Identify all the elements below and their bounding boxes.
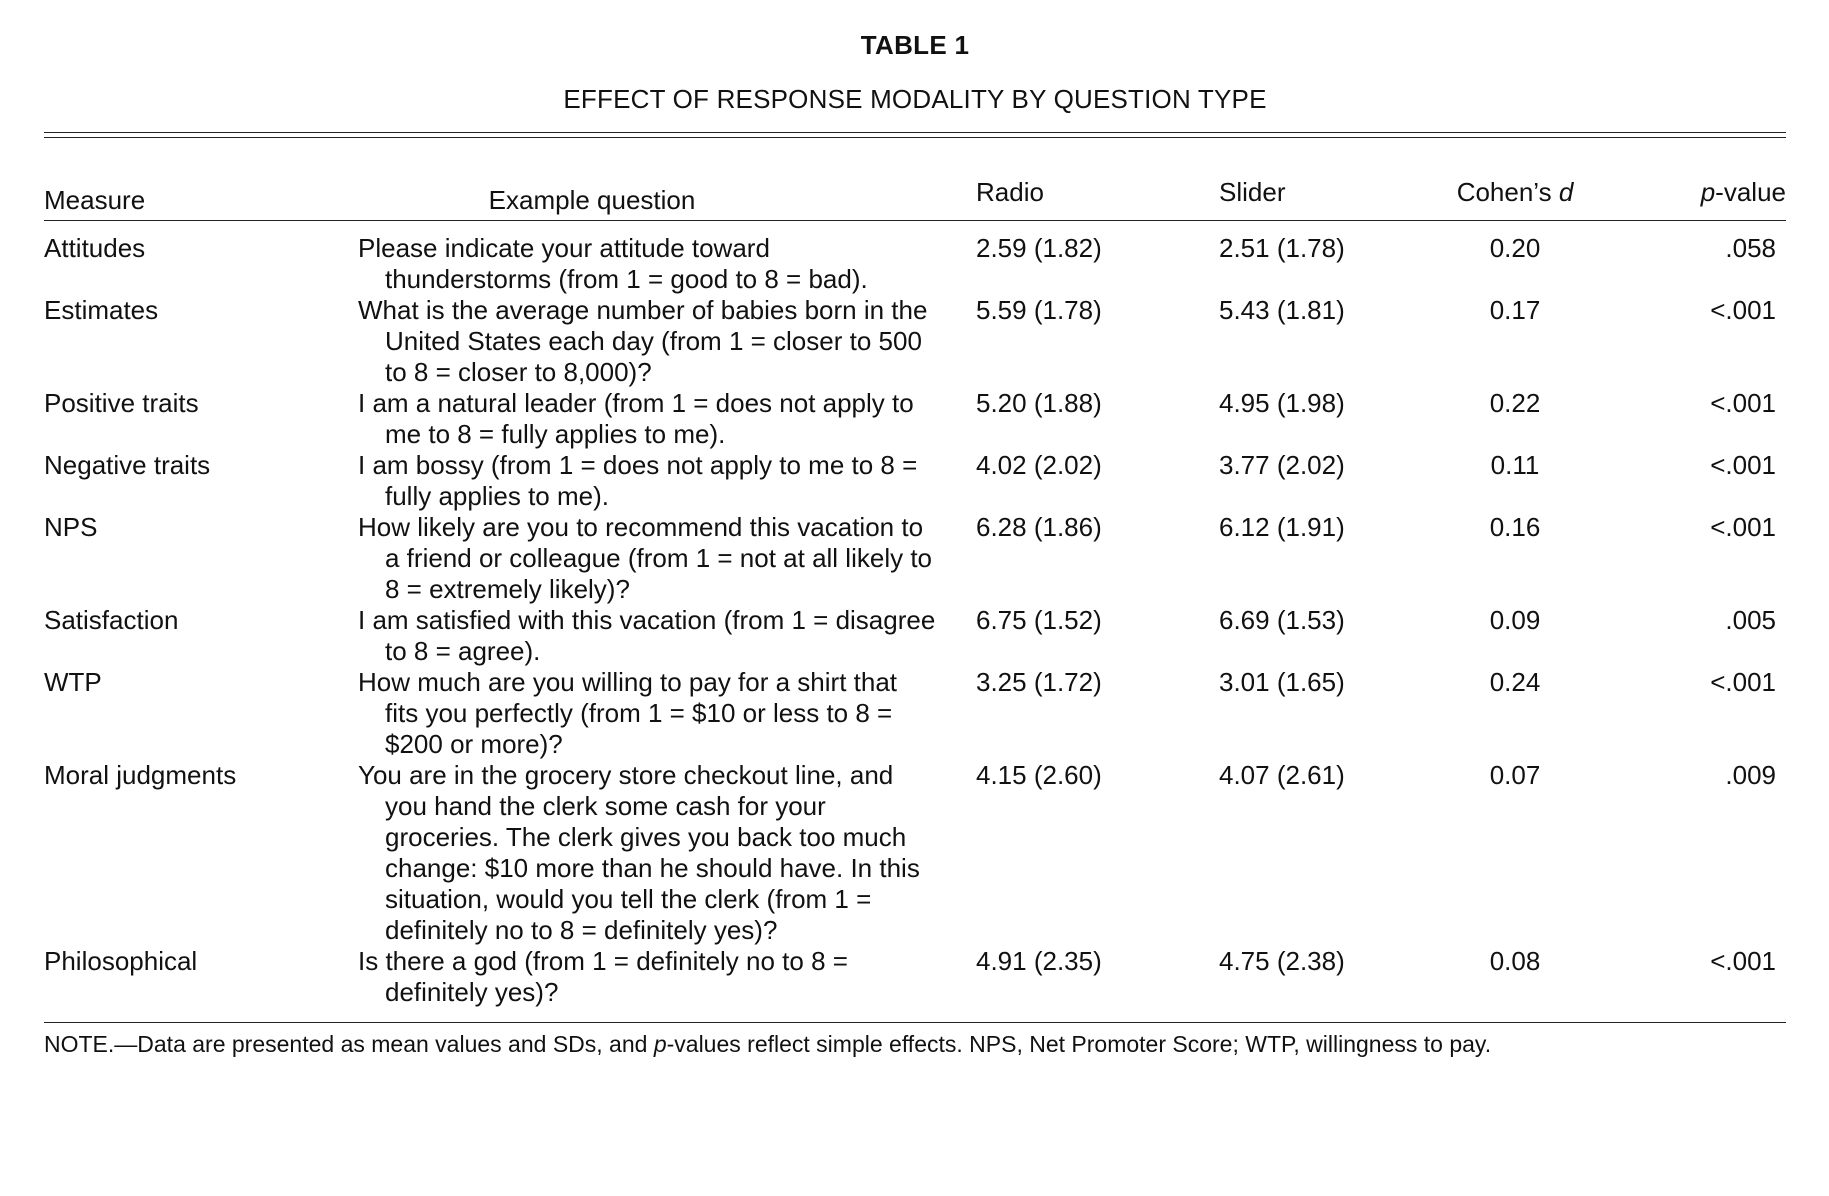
table-note bbox=[44, 1029, 1786, 1059]
slider-cell: 2.51 (1.78) bbox=[1219, 233, 1345, 263]
header-radio: Radio bbox=[976, 138, 1219, 221]
example-question-cell bbox=[358, 760, 976, 946]
p-value-cell: <.001 bbox=[1710, 388, 1776, 418]
slider-cell: 4.95 (1.98) bbox=[1219, 388, 1345, 418]
note-prefix: NOTE.—Data are presented as mean values and SDs, and bbox=[44, 1031, 654, 1057]
cohens-d-cell: 0.09 bbox=[1489, 605, 1541, 635]
p-value-cell: .058 bbox=[1725, 233, 1776, 263]
cohens-d-cell: 0.20 bbox=[1489, 233, 1541, 263]
radio-cell: 2.59 (1.82) bbox=[976, 233, 1102, 263]
slider-cell: 5.43 (1.81) bbox=[1219, 295, 1345, 325]
table-row bbox=[44, 605, 1786, 667]
cohens-d-cell: 0.24 bbox=[1489, 667, 1541, 697]
header-p-value bbox=[1585, 138, 1786, 221]
header-measure: Measure bbox=[44, 138, 358, 221]
slider-cell: 4.07 (2.61) bbox=[1219, 760, 1345, 790]
example-question-text: How likely are you to recommend this vacation to a friend or colleague (from 1 = not at all likely to 8 = extremely likely)? bbox=[358, 512, 933, 604]
table-row bbox=[44, 295, 1786, 388]
table-row bbox=[44, 667, 1786, 760]
example-question-text: Is there a god (from 1 = definitely no to 8 = definitely yes)? bbox=[358, 946, 848, 1007]
measure-cell: Negative traits bbox=[44, 450, 211, 480]
radio-cell: 4.02 (2.02) bbox=[976, 450, 1102, 480]
slider-cell: 4.75 (2.38) bbox=[1219, 946, 1345, 976]
slider-cell: 6.12 (1.91) bbox=[1219, 512, 1345, 542]
table-title: EFFECT OF RESPONSE MODALITY BY QUESTION TYPE bbox=[563, 84, 1267, 114]
note-suffix: -values reflect simple effects. NPS, Net Promoter Score; WTP, willingness to pay. bbox=[666, 1031, 1492, 1057]
header-row bbox=[44, 138, 1786, 221]
table-row bbox=[44, 512, 1786, 605]
radio-cell: 6.28 (1.86) bbox=[976, 512, 1102, 542]
example-question-text: I am bossy (from 1 = does not apply to me to 8 = fully applies to me). bbox=[358, 450, 918, 511]
cohens-d-cell: 0.16 bbox=[1489, 512, 1541, 542]
table-label: TABLE 1 bbox=[860, 30, 970, 60]
slider-cell: 6.69 (1.53) bbox=[1219, 605, 1345, 635]
measure-cell: Positive traits bbox=[44, 388, 199, 418]
measure-cell: Moral judgments bbox=[44, 760, 237, 790]
cohens-d-cell: 0.11 bbox=[1490, 450, 1540, 480]
results-table bbox=[44, 138, 1786, 1022]
example-question-cell bbox=[358, 295, 976, 388]
cohens-d-cell: 0.07 bbox=[1489, 760, 1541, 790]
example-question-cell bbox=[358, 512, 976, 605]
header-cohens-d-text: Cohen’s bbox=[1456, 177, 1559, 207]
bottom-rule bbox=[44, 1022, 1786, 1023]
measure-cell: WTP bbox=[44, 667, 102, 697]
table-row bbox=[44, 388, 1786, 450]
table-row bbox=[44, 760, 1786, 946]
example-question-cell bbox=[358, 605, 976, 667]
measure-cell: Estimates bbox=[44, 295, 159, 325]
p-value-cell: <.001 bbox=[1710, 450, 1776, 480]
example-question-text: What is the average number of babies born in the United States each day (from 1 = closer to 500 to 8 = closer to 8,000)? bbox=[358, 295, 928, 387]
table-row bbox=[44, 221, 1786, 296]
example-question-cell bbox=[358, 667, 976, 760]
header-p-italic: p bbox=[1700, 177, 1716, 207]
p-value-cell: .005 bbox=[1725, 605, 1776, 635]
example-question-text: How much are you willing to pay for a shirt that fits you perfectly (from 1 = $10 or less to 8 = $200 or more)? bbox=[358, 667, 898, 759]
cohens-d-cell: 0.08 bbox=[1489, 946, 1541, 976]
p-value-cell: <.001 bbox=[1710, 667, 1776, 697]
example-question-cell bbox=[358, 946, 976, 1022]
header-example-question: Example question bbox=[358, 138, 976, 221]
radio-cell: 6.75 (1.52) bbox=[976, 605, 1102, 635]
measure-cell: NPS bbox=[44, 512, 98, 542]
table-row bbox=[44, 450, 1786, 512]
measure-cell: Attitudes bbox=[44, 233, 146, 263]
slider-cell: 3.01 (1.65) bbox=[1219, 667, 1345, 697]
table-body bbox=[44, 221, 1786, 1023]
table-row bbox=[44, 946, 1786, 1022]
example-question-cell bbox=[358, 388, 976, 450]
header-cohens-d-italic: d bbox=[1558, 177, 1574, 207]
p-value-cell: <.001 bbox=[1710, 512, 1776, 542]
radio-cell: 4.15 (2.60) bbox=[976, 760, 1102, 790]
measure-cell: Satisfaction bbox=[44, 605, 179, 635]
p-value-cell: <.001 bbox=[1710, 295, 1776, 325]
radio-cell: 4.91 (2.35) bbox=[976, 946, 1102, 976]
p-value-cell: .009 bbox=[1725, 760, 1776, 790]
note-italic-p: p bbox=[653, 1031, 667, 1057]
example-question-cell bbox=[358, 221, 976, 296]
example-question-cell bbox=[358, 450, 976, 512]
slider-cell: 3.77 (2.02) bbox=[1219, 450, 1345, 480]
cohens-d-cell: 0.17 bbox=[1489, 295, 1541, 325]
header-p-suffix: -value bbox=[1715, 177, 1786, 207]
header-cohens-d bbox=[1445, 138, 1585, 221]
table-page bbox=[44, 0, 1786, 1059]
example-question-text: I am satisfied with this vacation (from 1 = disagree to 8 = agree). bbox=[358, 605, 936, 666]
radio-cell: 5.20 (1.88) bbox=[976, 388, 1102, 418]
example-question-text: You are in the grocery store checkout line, and you hand the clerk some cash for your groceries. The clerk gives you back too much change: $10 more than he should have. In this situation, would you tell the clerk (from 1 = definitely no to 8 = definitely yes)? bbox=[358, 760, 920, 945]
header-slider: Slider bbox=[1219, 138, 1445, 221]
radio-cell: 5.59 (1.78) bbox=[976, 295, 1102, 325]
cohens-d-cell: 0.22 bbox=[1489, 388, 1541, 418]
example-question-text: I am a natural leader (from 1 = does not apply to me to 8 = fully applies to me). bbox=[358, 388, 914, 449]
p-value-cell: <.001 bbox=[1710, 946, 1776, 976]
radio-cell: 3.25 (1.72) bbox=[976, 667, 1102, 697]
example-question-text: Please indicate your attitude toward thunderstorms (from 1 = good to 8 = bad). bbox=[358, 233, 868, 294]
measure-cell: Philosophical bbox=[44, 946, 198, 976]
